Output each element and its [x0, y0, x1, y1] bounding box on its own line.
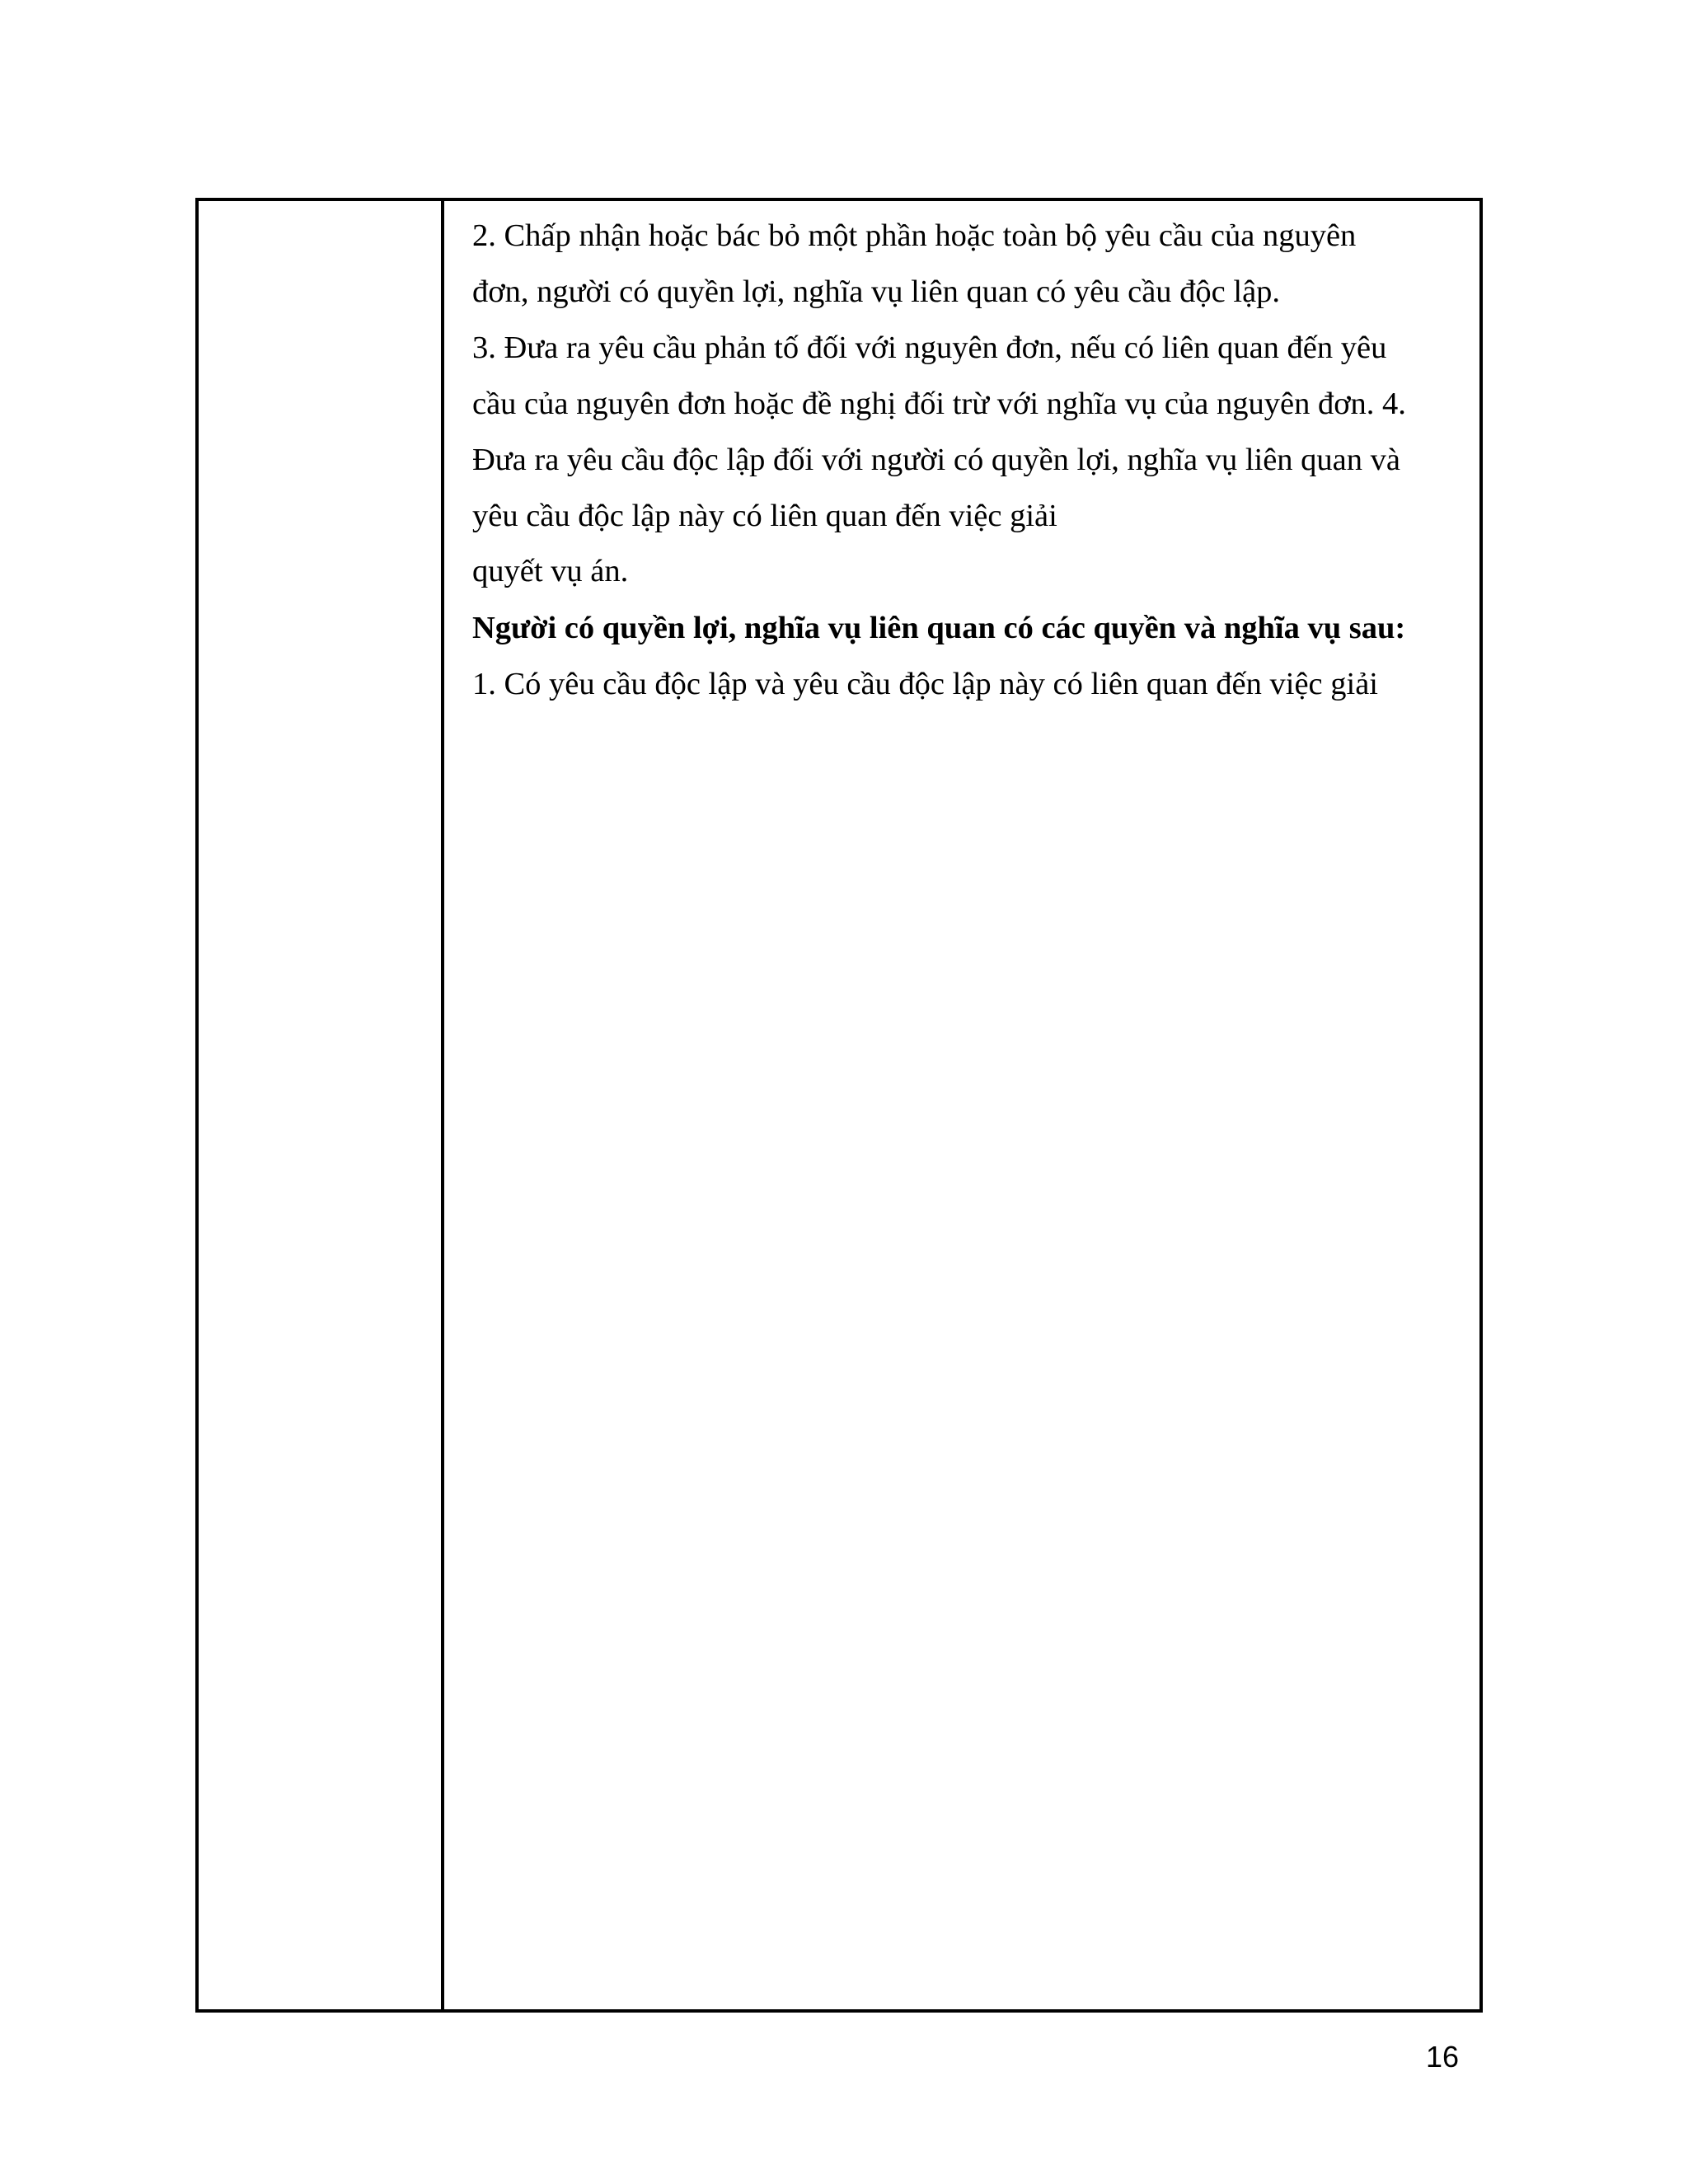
table-left-column — [199, 201, 444, 2009]
text-line-1: 2. Chấp nhận hoặc bác bỏ một phần hoặc toàn bộ yêu cầu của nguyên — [472, 218, 1357, 253]
text-line-3: 3. Đưa ra yêu cầu phản tố đối với nguyên đơn, nếu có liên quan đến yêu — [472, 330, 1387, 365]
content-table — [195, 198, 1483, 2013]
text-line-9: 1. Có yêu cầu độc lập và yêu cầu độc lập này có liên quan đến việc giải — [472, 667, 1378, 701]
text-line-6: yêu cầu độc lập này có liên quan đến việc giải — [472, 499, 1057, 533]
table-right-column — [444, 201, 1479, 2009]
page-number: 16 — [1426, 2040, 1460, 2074]
text-line-4: cầu của nguyên đơn hoặc đề nghị đối trừ với nghĩa vụ của nguyên đơn. 4. — [472, 387, 1406, 421]
text-line-5: Đưa ra yêu cầu độc lập đối với người có quyền lợi, nghĩa vụ liên quan và — [472, 443, 1400, 477]
section-heading: Người có quyền lợi, nghĩa vụ liên quan có các quyền và nghĩa vụ sau: — [472, 611, 1406, 645]
text-line-2: đơn, người có quyền lợi, nghĩa vụ liên quan có yêu cầu độc lập. — [472, 274, 1281, 309]
text-line-7: quyết vụ án. — [472, 554, 629, 588]
